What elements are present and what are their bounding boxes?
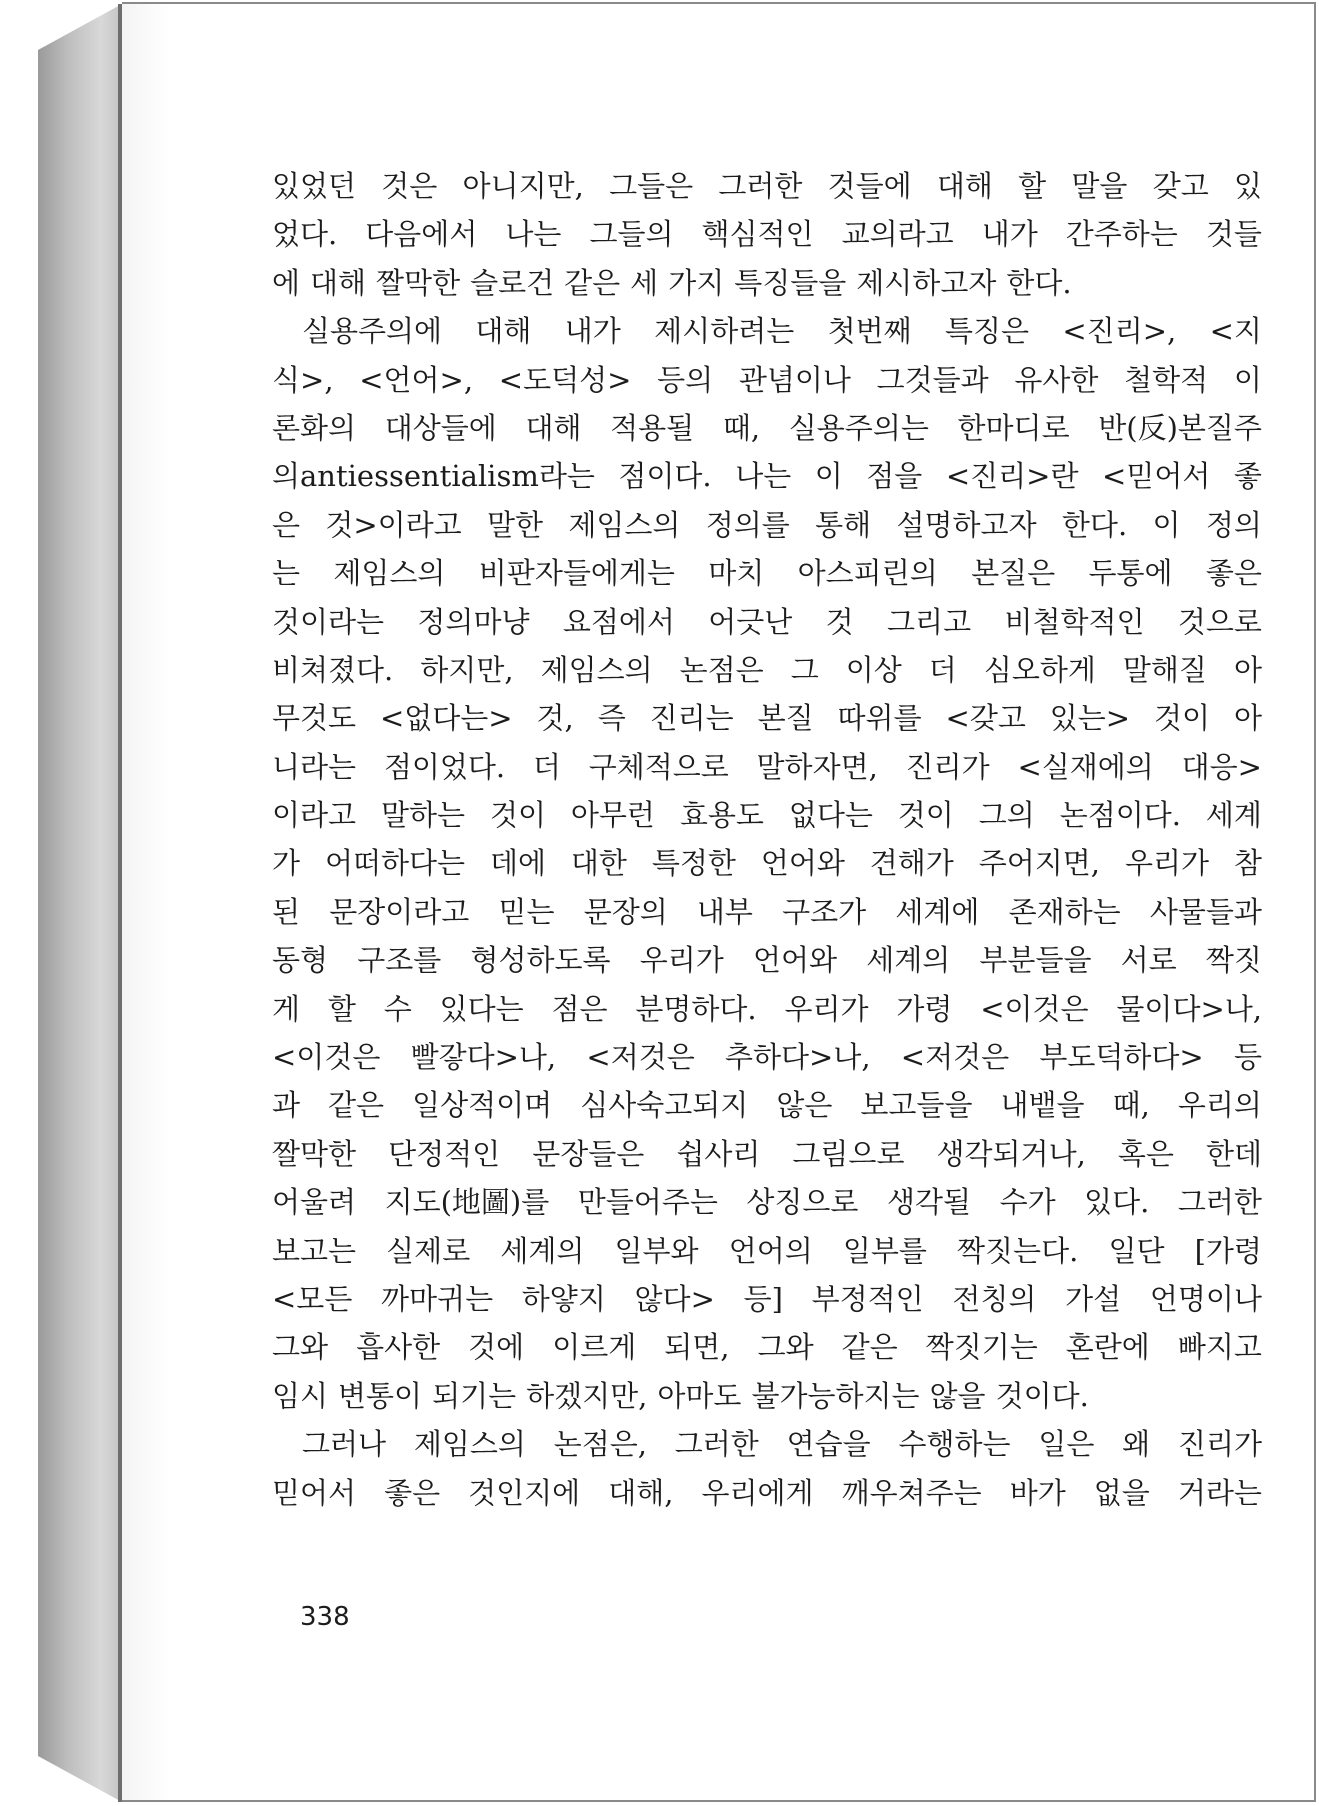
text-line: 니라는 점이었다. 더 구체적으로 말하자면, 진리가 <실재에의 대응>	[272, 749, 1262, 784]
text-line: 무것도 <없다는> 것, 즉 진리는 본질 따위를 <갖고 있는> 것이 아	[272, 701, 1262, 736]
text-line: <이것은 빨갛다>나, <저것은 추하다>나, <저것은 부도덕하다> 등	[272, 1040, 1262, 1075]
text-line: 이라고 말하는 것이 아무런 효용도 없다는 것이 그의 논점이다. 세계	[272, 798, 1262, 833]
text-line: 어울려 지도(地圖)를 만들어주는 상징으로 생각될 수가 있다. 그러한	[272, 1185, 1262, 1220]
text-line: 는 제임스의 비판자들에게는 마치 아스피린의 본질은 두통에 좋은	[272, 556, 1262, 591]
text-line: 그러나 제임스의 논점은, 그러한 연습을 수행하는 일은 왜 진리가	[302, 1427, 1262, 1462]
text-line: 된 문장이라고 믿는 문장의 내부 구조가 세계에 존재하는 사물들과	[272, 894, 1262, 929]
text-line: 가 어떠하다는 데에 대한 특정한 언어와 견해가 주어지면, 우리가 참	[272, 846, 1262, 881]
text-line: 론화의 대상들에 대해 적용될 때, 실용주의는 한마디로 반(反)본질주	[272, 410, 1262, 445]
text-line: 있었던 것은 아니지만, 그들은 그러한 것들에 대해 할 말을 갖고 있	[272, 169, 1262, 203]
book-page	[122, 2, 1316, 1802]
text-line: 과 같은 일상적이며 심사숙고되지 않은 보고들을 내뱉을 때, 우리의	[272, 1088, 1262, 1123]
text-line: 짤막한 단정적인 문장들은 쉽사리 그림으로 생각되거나, 혹은 한데	[272, 1136, 1262, 1171]
text-line: 었다. 다음에서 나는 그들의 핵심적인 교의라고 내가 간주하는 것들	[272, 217, 1262, 252]
text-line: 그와 흡사한 것에 이르게 되면, 그와 같은 짝짓기는 혼란에 빠지고	[272, 1330, 1262, 1365]
text-line: <모든 까마귀는 하얗지 않다> 등] 부정적인 전칭의 가설 언명이나	[272, 1281, 1262, 1316]
body-text	[272, 162, 1262, 1517]
text-line: 의antiessentialism라는 점이다. 나는 이 점을 <진리>란 <믿어서 좋	[272, 459, 1262, 494]
text-line: 믿어서 좋은 것인지에 대해, 우리에게 깨우쳐주는 바가 없을 거라는	[272, 1475, 1262, 1510]
text-line: 비쳐졌다. 하지만, 제임스의 논점은 그 이상 더 심오하게 말해질 아	[272, 652, 1262, 687]
page-number: 338	[300, 1602, 350, 1632]
text-line: 실용주의에 대해 내가 제시하려는 첫번째 특징은 <진리>, <지	[302, 314, 1262, 349]
text-line: 것이라는 정의마냥 요점에서 어긋난 것 그리고 비철학적인 것으로	[272, 604, 1262, 639]
text-line: 게 할 수 있다는 점은 분명하다. 우리가 가령 <이것은 물이다>나,	[272, 991, 1262, 1026]
text-line: 에 대해 짤막한 슬로건 같은 세 가지 특징들을 제시하고자 한다.	[272, 265, 1072, 300]
text-line: 은 것>이라고 말한 제임스의 정의를 통해 설명하고자 한다. 이 정의	[272, 507, 1262, 542]
text-line: 임시 변통이 되기는 하겠지만, 아마도 불가능하지는 않을 것이다.	[272, 1378, 1089, 1413]
text-line: 동형 구조를 형성하도록 우리가 언어와 세계의 부분들을 서로 짝짓	[272, 943, 1262, 978]
text-line: 식>, <언어>, <도덕성> 등의 관념이나 그것들과 유사한 철학적 이	[272, 362, 1262, 397]
text-line: 보고는 실제로 세계의 일부와 언어의 일부를 짝짓는다. 일단 [가령	[272, 1233, 1262, 1268]
book-spine	[38, 4, 122, 1802]
